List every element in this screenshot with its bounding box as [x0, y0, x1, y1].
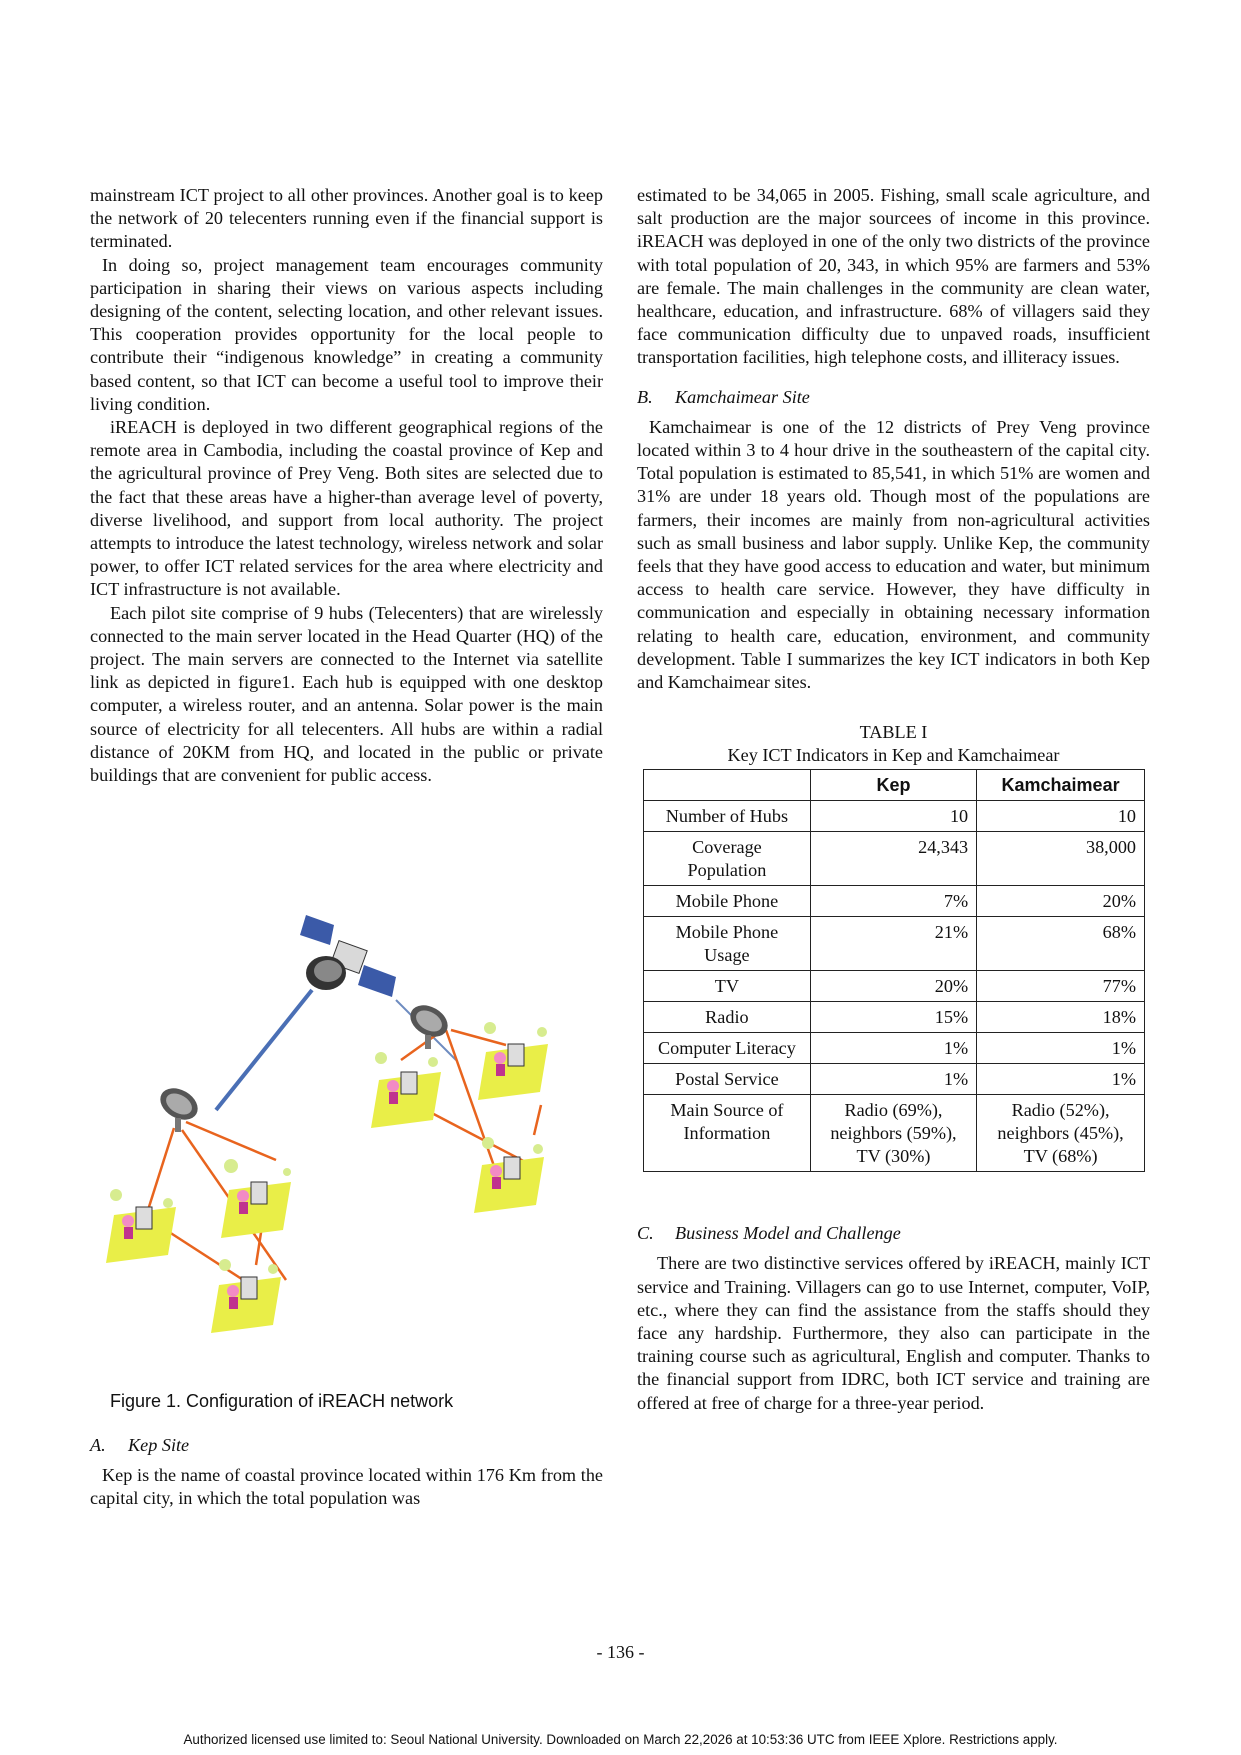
table-cell: 15%	[810, 1002, 976, 1033]
telecenter-hub-icon	[371, 1052, 441, 1128]
table-cell: 20%	[977, 886, 1145, 917]
table-row	[644, 1095, 1145, 1172]
table-title: Key ICT Indicators in Kep and Kamchaimear	[727, 745, 1060, 766]
satellite-icon	[300, 915, 396, 997]
antenna-dish-icon	[155, 1082, 204, 1132]
table-label: TABLE I	[859, 722, 928, 743]
paragraph: mainstream ICT project to all other provinces. Another goal is to keep the network of 20 telecenters running even if the financial support is terminated.	[90, 185, 603, 252]
table-cell: 1%	[810, 1033, 976, 1064]
right-column	[637, 184, 1150, 1415]
table-header-cell	[644, 770, 811, 801]
section-title: Kamchaimear Site	[675, 386, 810, 407]
license-footer: Authorized licensed use limited to: Seoul National University. Downloaded on March 22,2026 at 10:53:36 UTC from IEEE Xplore. Restrictions apply.	[183, 1732, 1058, 1747]
table-cell: 10	[977, 801, 1145, 832]
table-cell: 1%	[977, 1064, 1145, 1095]
table-cell: 1%	[810, 1064, 976, 1095]
section-heading-c	[637, 1222, 1150, 1245]
telecenter-hub-icon	[474, 1137, 544, 1213]
table-cell: TV	[644, 971, 811, 1002]
antenna-dish-icon	[405, 999, 454, 1049]
table-cell: Radio (69%), neighbors (59%), TV (30%)	[810, 1095, 976, 1172]
paragraph: Kamchaimear is one of the 12 districts of Prey Veng province located within 3 to 4 hour drive in the southeastern of the capital city. Total population is estimated to 85,541, in which 51% are women and 31% are under 18 years old. Though most of the populations are farmers, their incomes are mainly from non-agricultural activities such as small business and labor supply. Unlike Kep, the community feels that they have good access to education and water, but minimum access to health care service. However, they have difficulty in communication and especially in obtaining necessary information relating to health care, education, environment, and community development. Table I summarizes the key ICT indicators in both Kep and Kamchaimear sites.	[637, 416, 1150, 693]
table-cell: 1%	[977, 1033, 1145, 1064]
paragraph: estimated to be 34,065 in 2005. Fishing, small scale agriculture, and salt production are the major sourcees of income in this province. iREACH was deployed in one of the only two districts of the province with total population of 20, 343, in which 95% are farmers and 53% are female. The main challenges in the community are clean water, healthcare, education, and infrastructure. 68% of villagers said they face communication difficulty due to unpaved roads, insufficient transportation facilities, high telephone costs, and illiteracy issues.	[637, 185, 1150, 368]
table-cell: 18%	[977, 1002, 1145, 1033]
table-row	[644, 832, 1145, 886]
table-row	[644, 971, 1145, 1002]
table-cell: 68%	[977, 917, 1145, 971]
table-cell: Postal Service	[644, 1064, 811, 1095]
page-number: - 136 -	[596, 1642, 645, 1662]
left-column-bottom	[90, 1434, 603, 1511]
table-cell: 21%	[810, 917, 976, 971]
table-cell: 38,000	[977, 832, 1145, 886]
section-heading-a	[90, 1434, 603, 1457]
table-header-cell: Kamchaimear	[977, 770, 1145, 801]
section-number: A.	[90, 1435, 106, 1455]
table-cell: Main Source of Information	[644, 1095, 811, 1172]
telecenter-hub-icon	[221, 1159, 291, 1238]
network-figure	[106, 910, 626, 1380]
ict-indicators-table	[643, 769, 1145, 1172]
section-title: Kep Site	[128, 1435, 190, 1455]
table-cell: Mobile Phone	[644, 886, 811, 917]
table-row	[644, 1064, 1145, 1095]
section-number: C.	[637, 1223, 654, 1244]
section-title: Business Model and Challenge	[675, 1223, 901, 1244]
table-header-cell: Kep	[810, 770, 976, 801]
table-cell: Radio (52%), neighbors (45%), TV (68%)	[977, 1095, 1145, 1172]
table-cell: Coverage Population	[644, 832, 811, 886]
table-header-row	[644, 770, 1145, 801]
paragraph: There are two distinctive services offered by iREACH, mainly ICT service and Training. Villagers can go to use Internet, computer, VoIP, etc., where they can find the assistance from the staffs should they face any hardship. Furthermore, they also can participate in the training course such as agricultural, English and computer. Thanks to the financial support from IDRC, both ICT service and training are offered at free of charge for a three-year period.	[637, 1253, 1150, 1413]
table-cell: 77%	[977, 971, 1145, 1002]
table-cell: Number of Hubs	[644, 801, 811, 832]
table-cell: 24,343	[810, 832, 976, 886]
paragraph: Each pilot site comprise of 9 hubs (Telecenters) that are wirelessly connected to the main server located in the Head Quarter (HQ) of the project. The main servers are connected to the Internet via satellite link as depicted in figure1. Each hub is equipped with one desktop computer, a wireless router, and an antenna. Solar power is the main source of electricity for all telecenters. All hubs are within a radial distance of 20KM from HQ, and located in the public or private buildings that are convenient for public access.	[90, 602, 603, 786]
table-row	[644, 1002, 1145, 1033]
table-cell: Radio	[644, 1002, 811, 1033]
table-cell: Computer Literacy	[644, 1033, 811, 1064]
paragraph: Kep is the name of coastal province located within 176 Km from the capital city, in which the total population was	[90, 1465, 603, 1509]
table-row	[644, 801, 1145, 832]
table-row	[644, 886, 1145, 917]
telecenter-hub-icon	[478, 1022, 548, 1100]
section-heading-b	[637, 386, 1150, 409]
satellite-link-line	[216, 990, 312, 1110]
paragraph: iREACH is deployed in two different geographical regions of the remote area in Cambodia, including the coastal province of Kep and the agricultural province of Prey Veng. Both sites are selected due to the fact that these areas have a higher-than average level of poverty, diverse livelihood, and support from local authority. The project attempts to introduce the latest technology, wireless network and solar power, to offer ICT related services for the area where electricity and ICT infrastructure is not available.	[90, 417, 603, 600]
left-column	[90, 184, 603, 787]
table-row	[644, 1033, 1145, 1064]
telecenter-hub-icon	[106, 1189, 176, 1263]
table-cell: Mobile Phone Usage	[644, 917, 811, 971]
paragraph: In doing so, project management team encourages community participation in sharing their views on various aspects including designing of the content, selecting location, and other relevant issues. This cooperation provides opportunity for the local people to contribute their “indigenous knowledge” in creating a community based content, so that ICT can become a useful tool to improve their living condition.	[90, 254, 603, 414]
table-row	[644, 917, 1145, 971]
telecenter-hub-icon	[211, 1259, 281, 1333]
figure-caption: Figure 1. Configuration of iREACH network	[110, 1391, 454, 1411]
table-cell: 7%	[810, 886, 976, 917]
table-cell: 10	[810, 801, 976, 832]
table-cell: 20%	[810, 971, 976, 1002]
section-number: B.	[637, 386, 653, 407]
